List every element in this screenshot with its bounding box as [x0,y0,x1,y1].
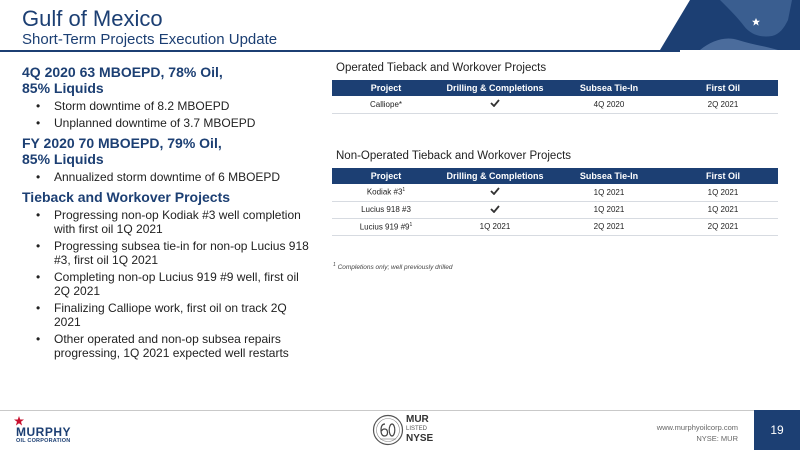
cell-drilling [440,201,550,218]
column-header-project: Project [332,168,440,184]
header-rule [0,50,680,52]
list-item: • Annualized storm downtime of 6 MBOEPD [22,170,312,184]
column-header-subsea: Subsea Tie-In [550,80,668,96]
column-header-drilling: Drilling & Completions [440,80,550,96]
footnote-marker: 1 [402,187,406,194]
list-item: • Progressing subsea tie-in for non-op Lucius 918 #3, first oil 1Q 2021 [22,239,312,267]
column-header-project: Project [332,80,440,96]
cell-drilling [440,96,550,113]
footnote-marker: 1 [409,221,413,228]
list-item: • Finalizing Calliope work, first oil on track 2Q 2021 [22,301,312,329]
gulf-map-graphic [660,0,800,50]
list-item: • Completing non-op Lucius 919 #9 well, first oil 2Q 2021 [22,270,312,298]
cell-project: Calliope* [332,96,440,113]
cell-first-oil: 2Q 2021 [668,218,778,235]
cell-project: Lucius 919 $\#9^1$ [332,218,440,235]
table-footnote: $^1$ Completions only; well previously drilled [333,262,453,272]
cell-first-oil: 1Q 2021 [668,184,778,201]
list-item: • Progressing non-op Kodiak #3 well completion with first oil 1Q 2021 [22,208,312,236]
cell-subsea: 2Q 2021 [550,218,668,235]
cell-subsea: 1Q 2021 [550,201,668,218]
table-header-row [332,168,778,184]
operated-projects-table [332,80,778,114]
list-item: • Other operated and non-op subsea repairs progressing, 1Q 2021 expected well restarts [22,332,312,360]
column-header-first-oil: First Oil [668,80,778,96]
list-item: • Storm downtime of 8.2 MBOEPD [22,99,312,113]
section-heading-4q: 4Q 2020 63 MBOEPD, 78% Oil, 85% Liquids [22,64,223,96]
footer-rule [0,410,800,411]
summary-column [22,64,312,365]
table-row [332,184,778,201]
checkmark-icon [490,99,500,107]
cell-drilling: 1Q 2021 [440,218,550,235]
page-subtitle: Short-Term Projects Execution Update [22,31,278,48]
section-heading-fy: FY 2020 70 MBOEPD, 79% Oil, 85% Liquids [22,135,222,167]
bullet-list [22,170,312,184]
list-item: • Unplanned downtime of 3.7 MBOEPD [22,116,312,130]
bullet-list [22,208,312,360]
operated-table-title: Operated Tieback and Workover Projects [336,62,547,74]
column-header-subsea: Subsea Tie-In [550,168,668,184]
checkmark-icon [490,205,500,213]
website-link[interactable]: www.murphyoilcorp.com [656,423,738,432]
footer-contact [657,422,738,444]
cell-project: Lucius 918 #3 [332,201,440,218]
checkmark-icon [490,187,500,195]
table-row [332,96,778,113]
column-header-drilling: Drilling & Completions [440,168,550,184]
section-heading-tieback: Tieback and Workover Projects [22,189,231,205]
non-operated-table-title: Non-Operated Tieback and Workover Projects [336,150,572,162]
non-operated-projects-table [332,168,778,236]
sixty-years-badge-icon [372,414,404,446]
ticker-text: NYSE: MUR [696,434,738,443]
cell-first-oil: 1Q 2021 [668,201,778,218]
nyse-listing: MUR LISTED NYSE [406,414,434,444]
cell-drilling [440,184,550,201]
table-header-row [332,80,778,96]
cell-subsea: 4Q 2020 [550,96,668,113]
column-header-first-oil: First Oil [668,168,778,184]
table-row [332,201,778,218]
murphy-logo: MURPHY OIL CORPORATION [14,416,84,444]
cell-project: Kodiak $\#3^1$ [332,184,440,201]
page-number: 19 [754,410,800,450]
cell-first-oil: 2Q 2021 [668,96,778,113]
table-row [332,218,778,235]
bullet-list [22,99,312,130]
page-title: Gulf of Mexico [22,6,163,31]
cell-subsea: 1Q 2021 [550,184,668,201]
